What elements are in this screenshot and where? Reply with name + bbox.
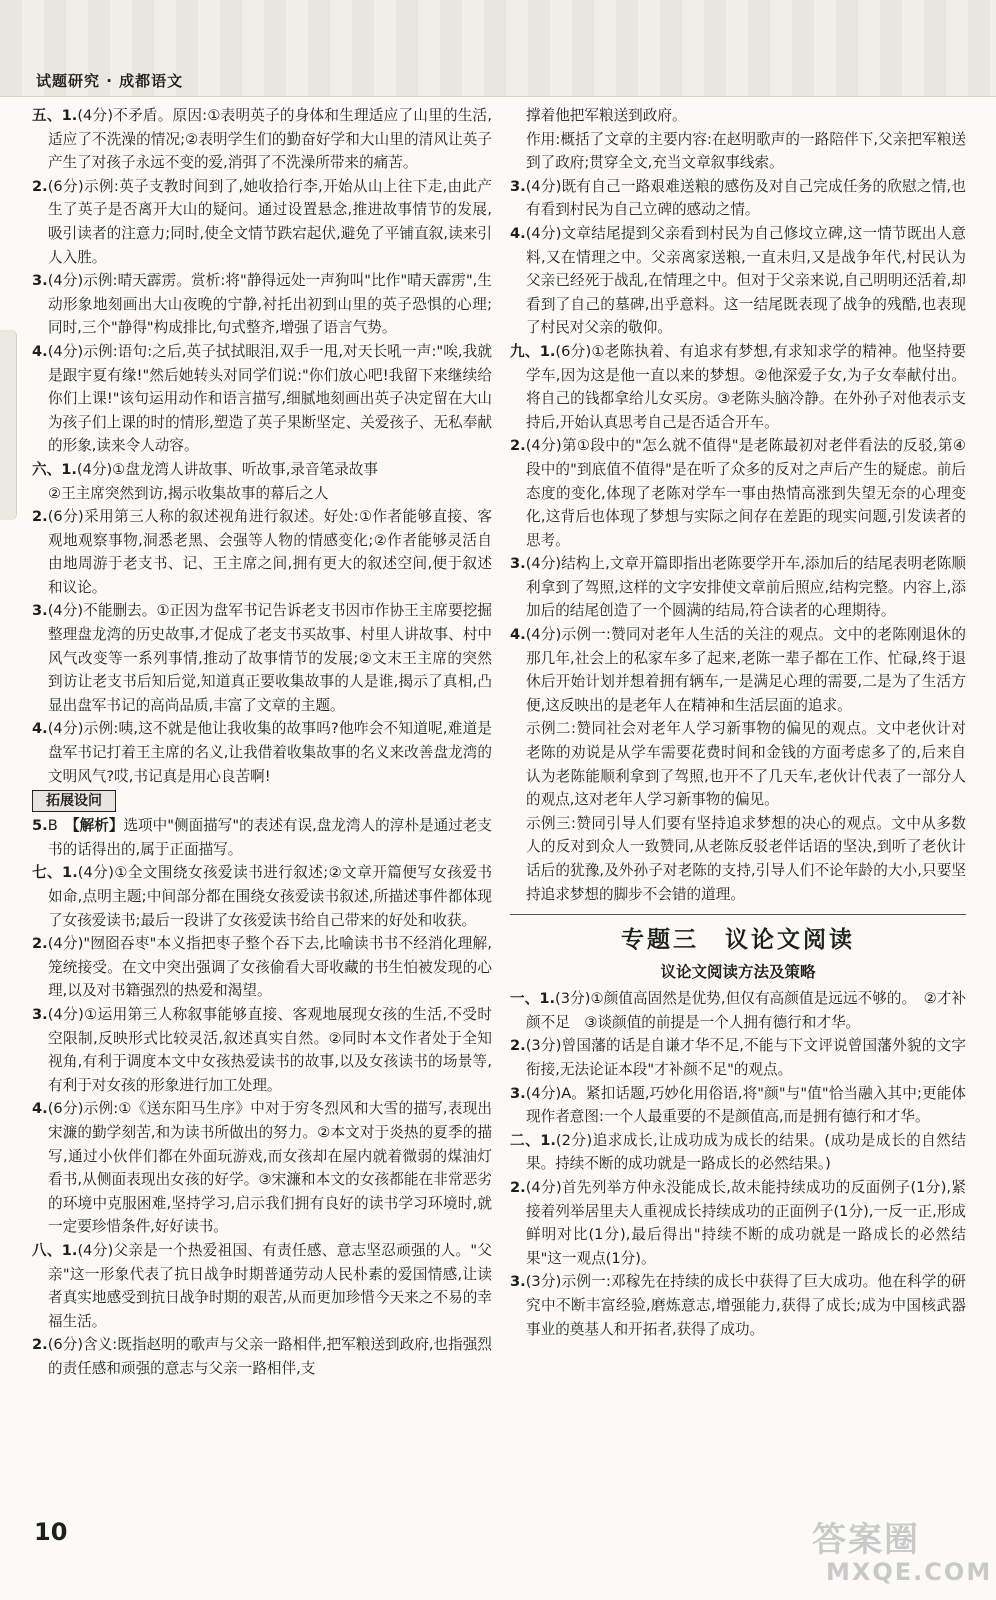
answer-text: (4分)文章结尾提到父亲看到村民为自己修坟立碑,这一情节既出人意料,又在情理之中。父亲离家送粮,一直未归,又是战争年代,村民认为父亲已经死于战乱,在情理之中。但对于父亲来说,自己明明还活着,却看到了自己的墓碑,出乎意料。这一结尾既表现了战争的残酷,也表现了村民对父亲的敬仰。 xyxy=(525,224,966,337)
answer-text: 撑着他把军粮送到政府。 xyxy=(526,107,687,124)
answer-text: (4分)不能删去。①正因为盘军书记告诉老支书因市作协王主席要挖掘整理盘龙湾的历史故事,才促成了老支书买故事、村里人讲故事、村中风气改变等一系列事情,推动了故事情节的发展;②文末王主席的突然到访让老支书后知后觉,知道真正要收集故事的人是谁,揭示了真相,凸显出盘军书记的高尚品质,丰富了文章的主题。 xyxy=(47,602,492,714)
question-number: 3. xyxy=(32,1005,48,1023)
question-number: 五、1. xyxy=(32,107,78,124)
question-number: 2. xyxy=(32,508,48,526)
answer-paragraph xyxy=(510,128,966,175)
question-number: 4. xyxy=(32,342,48,360)
answer-paragraph xyxy=(32,717,492,788)
question-number: 2. xyxy=(510,1037,526,1055)
answer-text: (4分)首先列举方仲永没能成长,故未能持续成功的反面例子(1分),紧接着列举居里夫人重视成长持续成功的正面例子(1分),一反一正,形成鲜明对比(1分),最后得出"持续不断的成功就是一路成长的必然结果"这一观点(1分)。 xyxy=(525,1178,966,1267)
answer-text: (4分)①全文围绕女孩爱读书进行叙述;②文章开篇便写女孩爱书如命,点明主题;中间部分都在围绕女孩爱读书叙述,所描述事件都体现了女孩爱读书;最后一段讲了女孩爱读书给自己带来的好处和收获。 xyxy=(48,864,492,929)
watermark-logo-text: 答案圈 xyxy=(812,1520,920,1560)
answer-text: (6分)①老陈执着、有追求有梦想,有求知求学的精神。他坚持要学车,因为这是他一直以来的梦想。②他深爱子女,为子女奉献付出。将自己的钱都拿给儿女买房。③老陈头脑冷静。在外孙子对他表示支持后,开始认真思考自己是否适合开车。 xyxy=(526,342,966,431)
left-column xyxy=(32,104,492,1380)
answer-paragraph xyxy=(32,861,492,932)
section-title: 专题三 议论文阅读 xyxy=(621,927,855,954)
question-number: 六、1. xyxy=(32,460,77,478)
answer-text: (6分)示例:英子支教时间到了,她收拾行李,开始从山上往下走,由此产生了英子是否离开大山的疑问。通过设置悬念,推进故事情节的发展,吸引读者的注意力;同时,使全文情节跌宕起伏,避免了平铺直叙,读来引人入胜。 xyxy=(47,177,492,266)
answer-text: (2分)追求成长,让成功成为成长的结果。(成功是成长的自然结果。持续不断的成功就是一路成长的必然结果。) xyxy=(526,1131,966,1173)
section-subtitle: 议论文阅读方法及策略 xyxy=(660,963,816,982)
answer-text: (6分)含义:既指赵明的歌声与父亲一路相伴,把军粮送到政府,也指强烈的责任感和顽强的意志与父亲一路相伴,支 xyxy=(47,1336,492,1377)
question-number: 2. xyxy=(32,935,48,953)
analysis-label: 【解析】 xyxy=(72,817,124,835)
answer-text: (4分)示例:语句:之后,英子拭拭眼泪,双手一甩,对天长吼一声:"唉,我就是跟宇夏有缘!"然后她转头对同学们说:"你们放心吧!我留下来继续给你们上课!"该句运用动作和语言描写,细腻地刻画出英子决定留在大山为孩子们上课的时的情形,塑造了英子果断坚定、关爱孩子、无私奉献的形象,读来令人动容。 xyxy=(47,342,492,455)
question-number: 2. xyxy=(32,1336,48,1354)
section-divider xyxy=(510,914,966,915)
answer-text: 示例二:赞同社会对老年人学习新事物的偏见的观点。文中老伙计对老陈的劝说是从学车需要花费时间和金钱的方面考虑多了的,后来自认为老陈能顺利拿到了驾照,也开不了几天车,老伙计代表了一部分人的观点,这对老年人学习新事物的偏见。 xyxy=(526,720,966,809)
answer-paragraph xyxy=(32,932,492,1003)
answer-text: (3分)示例一:邓稼先在持续的成长中获得了巨大成功。他在科学的研究中不断丰富经验,磨炼意志,增强能力,获得了成长;成为中国核武器事业的奠基人和开拓者,获得了成功。 xyxy=(525,1273,966,1338)
answer-text: (4分)结构上,文章开篇即指出老陈要学开车,添加后的结尾表明老陈顺利拿到了驾照,这样的文字安排使文章前后照应,结构完整。内容上,添加后的结尾创造了一个圆满的结局,符合读者的心理期待。 xyxy=(525,555,966,620)
right-answers-2 xyxy=(510,987,966,1341)
answer-paragraph xyxy=(32,1097,492,1239)
answer-paragraph xyxy=(510,175,966,222)
answer-paragraph xyxy=(510,1270,966,1341)
answer-paragraph xyxy=(32,104,492,175)
answer-paragraph xyxy=(510,987,966,1034)
answer-paragraph xyxy=(32,1239,492,1333)
answer-paragraph xyxy=(510,812,966,906)
header-title: 试题研究 · 成都语文 xyxy=(36,72,184,90)
answer-paragraph xyxy=(510,1129,966,1176)
answer-paragraph xyxy=(510,717,966,811)
question-number: 3. xyxy=(32,272,48,290)
left-answers-1 xyxy=(32,104,492,788)
answer-paragraph xyxy=(510,1034,966,1081)
left-answers-2 xyxy=(32,861,492,1380)
question-number: 七、1. xyxy=(32,864,78,882)
answer-text: (4分)示例一:赞同对老年人生活的关注的观点。文中的老陈刚退休的那几年,社会上的私家车多了起来,老陈一辈子都在工作、忙碌,终于退休后开始计划并想着拥有辆车,一是满足心理的需要,二是为了生活方便,这反映出的是老年人在精神和生活层面的追求。 xyxy=(525,626,966,714)
answer-paragraph xyxy=(510,623,966,717)
answer-text: (4分)父亲是一个热爱祖国、有责任感、意志坚忍顽强的人。"父亲"这一形象代表了抗日战争时期普通劳动人民朴素的爱国情感,让读者真实地感受到抗日战争时期的艰苦,从而更加珍惜今天来之不易的幸福生活。 xyxy=(48,1241,493,1330)
question-number: 2. xyxy=(32,177,48,195)
question-number: 二、1. xyxy=(510,1131,556,1149)
answer-text: (4分)A。紧扣话题,巧妙化用俗语,将"颜"与"值"恰当融入其中;更能体现作者意图:一个人最重要的不是颜值高,而是拥有德行和才华。 xyxy=(525,1084,966,1126)
answer-text: (6分)示例:①《送东阳马生序》中对于穷冬烈风和大雪的描写,表现出宋濂的勤学刻苦,和为读书所做出的努力。②本文对于炎热的夏季的描写,通过小伙伴们都在外面玩游戏,而女孩却在屋内就着微弱的煤油灯看书,从侧面表现出女孩的好学。③宋濂和本文的女孩都能在非常恶劣的环境中克服困难,坚持学习,启示我们拥有良好的读书学习环境时,就一定要珍惜条件,好好读书。 xyxy=(47,1100,492,1236)
answer-text: (6分)采用第三人称的叙述视角进行叙述。好处:①作者能够直接、客观地观察事物,洞悉老黑、会强等人物的情感变化;②作者能够灵活自由地周游于老支书、记、王主席之间,拥有更大的叙述空间,便于叙述和议论。 xyxy=(47,508,492,596)
answer-text: (3分)①颜值高固然是优势,但仅有高颜值是远远不够的。 ②才补颜不足 ③谈颜值的前提是一个人拥有德行和才华。 xyxy=(526,990,966,1031)
question-number: 一、1. xyxy=(510,990,556,1008)
question-number: 2. xyxy=(510,1178,526,1196)
answer-text: (4分)①盘龙湾人讲故事、听故事,录音笔录故事 xyxy=(76,460,378,478)
answer-paragraph xyxy=(510,104,966,128)
answer-paragraph xyxy=(32,458,492,482)
question-number: 2. xyxy=(510,437,526,455)
side-tab xyxy=(0,330,17,520)
answer-paragraph xyxy=(32,505,492,599)
answer-paragraph xyxy=(510,434,966,552)
answer-paragraph xyxy=(32,1333,492,1380)
answer-paragraph xyxy=(32,482,492,506)
q5-choice: B xyxy=(47,817,58,835)
question-number: 九、1. xyxy=(510,342,556,360)
answer-paragraph xyxy=(32,599,492,717)
answer-paragraph xyxy=(510,1176,966,1270)
question-number: 3. xyxy=(510,177,526,195)
answer-text: (3分)曾国藩的话是自谦才华不足,不能与下文评说曾国藩外貌的文字衔接,无法论证本段"才补颜不足"的观点。 xyxy=(525,1037,966,1078)
right-answers-1 xyxy=(510,104,966,906)
answer-paragraph xyxy=(32,269,492,340)
question-number: 3. xyxy=(510,555,526,573)
answer-text: (4分)示例:咦,这不就是他让我收集的故事吗?他咋会不知道呢,难道是盘军书记打着王主席的名义,让我借着收集故事的名义来改善盘龙湾的文明风气?哎,书记真是用心良苦啊! xyxy=(47,720,492,785)
question-number: 3. xyxy=(510,1273,526,1291)
question-number: 3. xyxy=(32,602,48,620)
question-number: 八、1. xyxy=(32,1241,78,1259)
question-number: 3. xyxy=(510,1084,526,1102)
answer-paragraph xyxy=(510,1082,966,1129)
right-column xyxy=(510,104,966,1341)
answer-text: (4分)①运用第三人称叙事能够直接、客观地展现女孩的生活,不受时空限制,反映形式比较灵活,叙述真实自然。②同时本文作者处于全知视角,有利于调度本文中女孩热爱读书的故事,以及女孩读书的场景等,有利于对女孩的形象进行加工处理。 xyxy=(47,1005,492,1094)
answer-paragraph xyxy=(510,552,966,623)
answer-text: (4分)不矛盾。原因:①表明英子的身体和生理适应了山里的生活,适应了不洗澡的情况;②表明学生们的勤奋好学和大山里的清风让英子产生了对孩子永远不变的爱,消弭了不洗澡所带来的痛苦。 xyxy=(48,107,492,172)
watermark-url: MXQE.COM xyxy=(826,1558,993,1586)
question-number: 4. xyxy=(32,1100,48,1118)
watermark-logo xyxy=(812,1512,993,1592)
extension-question-tag: 拓展设问 xyxy=(32,790,116,812)
answer-text: (4分)示例:晴天霹雳。赏析:将"静得远处一声狗叫"比作"晴天霹雳",生动形象地刻画出大山夜晚的宁静,衬托出初到山里的英子恐惧的心理;同时,三个"静得"构成排比,句式整齐,增强了语言气势。 xyxy=(47,272,492,337)
answer-paragraph xyxy=(32,1003,492,1097)
answer-text: ②王主席突然到访,揭示收集故事的幕后之人 xyxy=(48,484,329,502)
answer-paragraph xyxy=(32,175,492,269)
question-number: 4. xyxy=(510,224,526,242)
answer-text: 作用:概括了文章的主要内容:在赵明歌声的一路陪伴下,父亲把军粮送到了政府;贯穿全文,充当文章叙事线索。 xyxy=(526,130,966,172)
answer-paragraph xyxy=(510,222,966,340)
question-number: 4. xyxy=(32,720,48,738)
answer-text: (4分)既有自己一路艰难送粮的感伤及对自己完成任务的欣慰之情,也有看到村民为自己立碑的感动之情。 xyxy=(525,177,966,219)
answer-text: (4分)"囫囵吞枣"本义指把枣子整个吞下去,比喻读书书不经消化理解,笼统接受。在文中突出强调了女孩偷看大哥收藏的书生怕被发现的心理,以及对书籍强烈的热爱和渴望。 xyxy=(47,935,492,1000)
question-number: 4. xyxy=(510,626,526,644)
page-number: 10 xyxy=(34,1518,68,1546)
answer-paragraph xyxy=(32,340,492,458)
answer-text: 示例三:赞同引导人们要有坚持追求梦想的决心的观点。文中从多数人的反对到众人一致赞同,从老陈反驳老伴话语的坚决,到听了老伙计话后的犹豫,及外孙子对老陈的支持,引导人们不论年龄的大小,只要坚持追求梦想的脚步不会错的道理。 xyxy=(526,814,966,903)
answer-paragraph xyxy=(510,340,966,434)
answer-text: (4分)第①段中的"怎么就不值得"是老陈最初对老伴看法的反驳,第④段中的"到底值不值得"是在听了众多的反对之声后产生的疑虑。前后态度的变化,体现了老陈对学车一事由热情高涨到失望无奈的心理变化,这背后也体现了梦想与实际之间存在差距的现实问题,引发读者的思考。 xyxy=(525,437,966,549)
answer-q5: 5.B 【解析】选项中"侧面描写"的表述有误,盘龙湾人的淳朴是通过老支书的话得出的,属于正面描写。 xyxy=(32,817,492,858)
